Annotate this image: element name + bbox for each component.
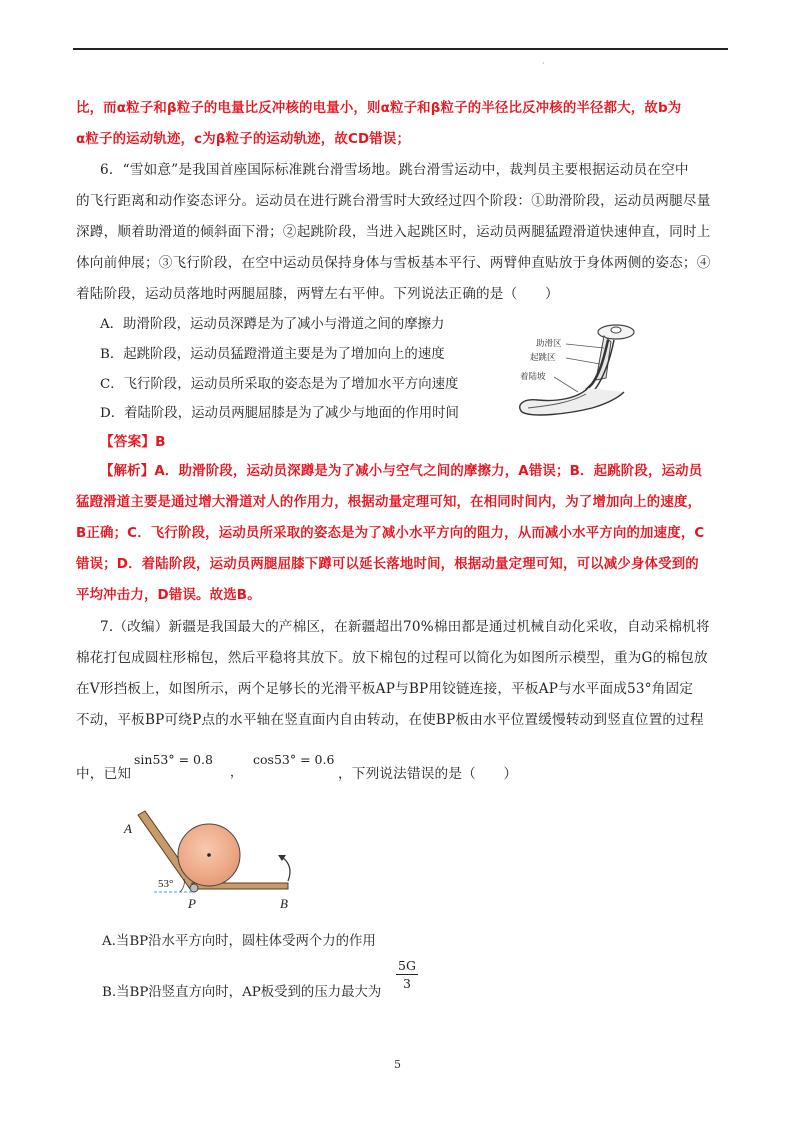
ski-jump-figure [508, 318, 638, 428]
q6-analysis-line-4: 错误；D．着陆阶段，运动员两腿屈膝下蹲可以延长落地时间，根据动量定理可知，可以减少身体受到的 [76, 557, 699, 572]
page-number: 5 [394, 1058, 401, 1071]
q6-option-c: C．飞行阶段，运动员所采取的姿态是为了增加水平方向速度 [100, 377, 459, 392]
fraction-5g-3 [396, 958, 418, 991]
q6-line-1: 6．“雪如意”是我国首座国际标准跳台滑雪场地。跳台滑雪运动中，裁判员主要根据运动员在空中 [100, 162, 689, 178]
q7-line-2: 棉花打包成圆柱形棉包，然后平稳将其放下。放下棉包的过程可以简化为如图所示模型，重为G的棉包放 [76, 650, 708, 666]
fraction-denominator: 3 [403, 976, 411, 991]
v-plate-figure [118, 805, 308, 915]
q7-line-1: 7.（改编）新疆是我国最大的产棉区，在新疆超出70%棉田都是通过机械自动化采收，自动采棉机将 [100, 619, 710, 635]
label-angle: 53° [158, 878, 174, 890]
analysis-continued-line-1: 比，而α粒子和β粒子的电量比反冲核的电量小，则α粒子和β粒子的半径比反冲核的半径都大，故b为 [76, 101, 682, 116]
formula-comma: ， [230, 764, 243, 779]
q6-analysis-line-5: 平均冲击力，D错误。故选B。 [76, 588, 261, 603]
sin-formula: sin53° = 0.8 [134, 752, 213, 767]
q6-answer: 【答案】B [100, 434, 166, 450]
q6-option-b: B．起跳阶段，运动员猛蹬滑道主要是为了增加向上的速度 [100, 347, 445, 362]
q6-line-4: 体向前伸展；③飞行阶段，在空中运动员保持身体与雪板基本平行、两臂伸直贴放于身体两侧的姿态；④ [76, 255, 711, 271]
q7-option-b: B.当BP沿竖直方向时，AP板受到的压力最大为 [102, 985, 382, 1000]
label-b: B [280, 896, 288, 911]
q7-line-5-end: ，下列说法错误的是（ ） [338, 766, 518, 782]
fraction-numerator: 5G [398, 958, 416, 973]
q6-analysis-line-2: 猛蹬滑道主要是通过增大滑道对人的作用力，根据动量定理可知，在相同时间内，为了增加向上的速度， [76, 495, 702, 510]
cos-formula: cos53° = 0.6 [253, 752, 335, 767]
header-rule [73, 48, 728, 50]
header-mark: · [542, 59, 545, 68]
q6-analysis-line-3: B正确；C．飞行阶段，运动员所采取的姿态是为了减小水平方向的阻力，从而减小水平方向的加速度，C [76, 526, 705, 541]
q7-option-a: A.当BP沿水平方向时，圆柱体受两个力的作用 [102, 934, 376, 949]
label-qitiao: 起跳区 [530, 352, 556, 362]
q6-line-5: 着陆阶段，运动员落地时两腿屈膝，两臂左右平伸。下列说法正确的是（ ） [76, 286, 559, 302]
analysis-continued-line-2: α粒子的运动轨迹，c为β粒子的运动轨迹，故CD错误； [76, 132, 411, 147]
q7-line-5-start: 中，已知 [76, 766, 132, 782]
label-zhuhua: 助滑区 [536, 338, 562, 348]
q6-option-d: D．着陆阶段，运动员两腿屈膝是为了减少与地面的作用时间 [100, 406, 459, 421]
q6-line-3: 深蹲，顺着助滑道的倾斜面下滑；②起跳阶段，当进入起跳区时，运动员两腿猛蹬滑道快速伸直，同时上 [76, 224, 711, 240]
label-a: A [124, 821, 132, 836]
label-p: P [188, 896, 196, 911]
q6-line-2: 的飞行距离和动作姿态评分。运动员在进行跳台滑雪时大致经过四个阶段：①助滑阶段，运动员两腿尽量 [76, 193, 711, 209]
q6-analysis-line-1: 【解析】A．助滑阶段，运动员深蹲是为了减小与空气之间的摩擦力，A错误；B．起跳阶段，运动员 [100, 464, 703, 479]
q7-line-3: 在V形挡板上，如图所示，两个足够长的光滑平板AP与BP用铰链连接，平板AP与水平面成53°角固定 [76, 681, 694, 697]
q6-option-a: A．助滑阶段，运动员深蹲是为了减小与滑道之间的摩擦力 [100, 317, 445, 332]
q7-line-4: 不动，平板BP可绕P点的水平轴在竖直面内自由转动，在使BP板由水平位置缓慢转动到竖直位置的过程 [76, 712, 704, 728]
label-zhuolu: 着陆坡 [520, 371, 546, 381]
